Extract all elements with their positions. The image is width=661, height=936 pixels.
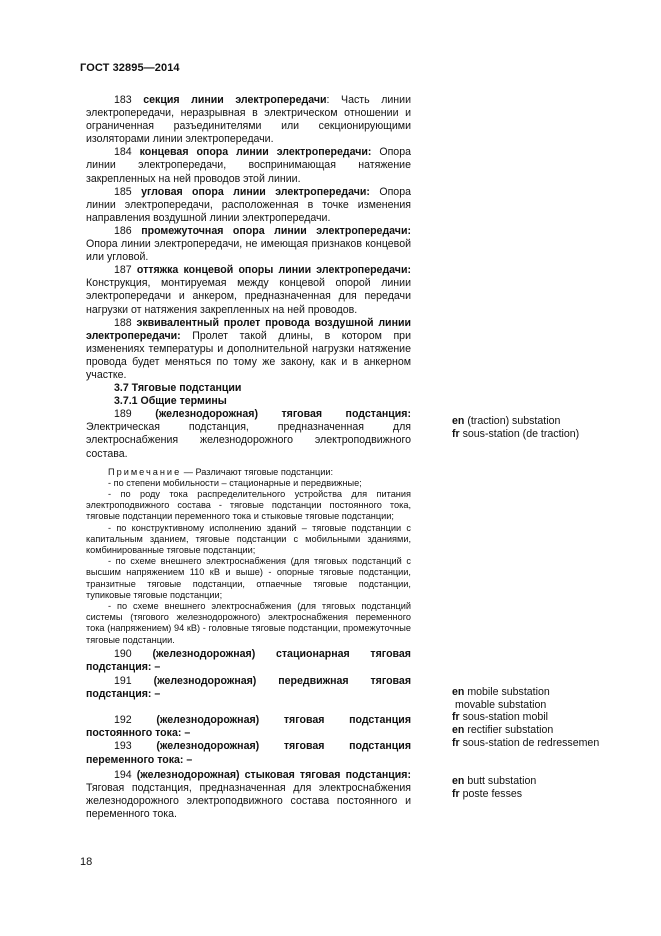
term-189: 189 (железнодорожная) тяговая подстанция: Электрическая подстанция, предназначенная для электроснабжения железнодорожного электроподвижного состава. — [86, 408, 411, 460]
term-192: 192 (железнодорожная) тяговая подстанция постоянного тока: – — [86, 714, 411, 740]
term-184: 184 концевая опора линии электропередачи: Опора линии электропередачи, воспринимающая натяжение закрепленных на ней проводов этой линии. — [86, 146, 411, 185]
term-185: 185 угловая опора линии электропередачи: Опора линии электропередачи, расположенная в точке изменения направления воздушной линии электропередачи. — [86, 185, 411, 224]
term-193: 193 (железнодорожная) тяговая подстанция переменного тока: – — [86, 740, 411, 766]
term-187: 187 оттяжка концевой опоры линии электропередачи: Конструкция, монтируемая между концевой опорой линии электропередачи и анкером, предназначенная для передачи нагрузки от натяжения закрепленных на ней проводов. — [86, 264, 411, 316]
translations-191: en mobile substation movable substation fr sous-station mobil — [452, 686, 550, 724]
term-186: 186 промежуточная опора линии электропередачи: Опора линии электропередачи, не имеющая признаков концевой или угловой. — [86, 224, 411, 264]
note-intro: Примечание — Различают тяговые подстанции: — [108, 466, 334, 477]
section-heading: 3.7 Тяговые подстанции — [114, 382, 242, 395]
note-item: - по конструктивному исполнению зданий – тяговые подстанции с капитальным зданием, тяговые подстанции с мобильными зданиями, комбинированные тяговые подстанции; — [86, 522, 411, 556]
term-194: 194 (железнодорожная) стыковая тяговая подстанция: Тяговая подстанция, предназначенная для электроснабжения железнодорожного электроподвижного состава постоянного и переменного тока. — [86, 768, 411, 820]
note-item: - по степени мобильности – стационарные и передвижные; — [108, 477, 362, 488]
translations-192: en rectifier substation fr sous-station de redressemen — [452, 724, 600, 749]
subsection-heading: 3.7.1 Общие термины — [114, 395, 227, 408]
document-header: ГОСТ 32895—2014 — [80, 62, 180, 74]
term-183: 183 секция линии электропередачи: Часть линии электропередачи, неразрывная в электрическом отношении и ограниченная разъединителями или секционирующими изоляторами линии электропередачи. — [86, 94, 411, 146]
term-188: 188 эквивалентный пролет провода воздушной линии электропередачи: Пролет такой длины, в котором при изменениях температуры и дополнительной нагрузки натяжение провода будет меняться по тому же закону, как и в анкерном участке. — [86, 316, 411, 381]
page-number: 18 — [80, 856, 93, 868]
translations-194: en butt substation fr poste fesses — [452, 775, 537, 800]
note-item: - по схеме внешнего электроснабжения (для тяговых подстанций системы (тягового железнодорожного) электроснабжения переменного тока (напряжением) 94 кВ) - головные тяговые подстанции, промежуточные тяговые подстанции. — [86, 601, 411, 645]
translations-189: en (traction) substation fr sous-station (de traction) — [452, 415, 580, 440]
main-text-column — [86, 94, 411, 821]
note-item: - по роду тока распределительного устройства для питания электроподвижного состава - тяговые подстанции постоянного тока, тяговые подстанции переменного тока и стыковые тяговые подстанции; — [86, 489, 411, 522]
term-190: 190 (железнодорожная) стационарная тяговая подстанция: – — [86, 647, 411, 673]
note-item: - по схеме внешнего электроснабжения (для тяговых подстанций с высшим напряжением 110 кВ и выше) - опорные тяговые подстанции, транзитные тяговые подстанции, отпаечные тяговые подстанции, тупиковые тяговые подстанции; — [86, 556, 411, 600]
term-191: 191 (железнодорожная) передвижная тяговая подстанция: – — [86, 675, 412, 701]
